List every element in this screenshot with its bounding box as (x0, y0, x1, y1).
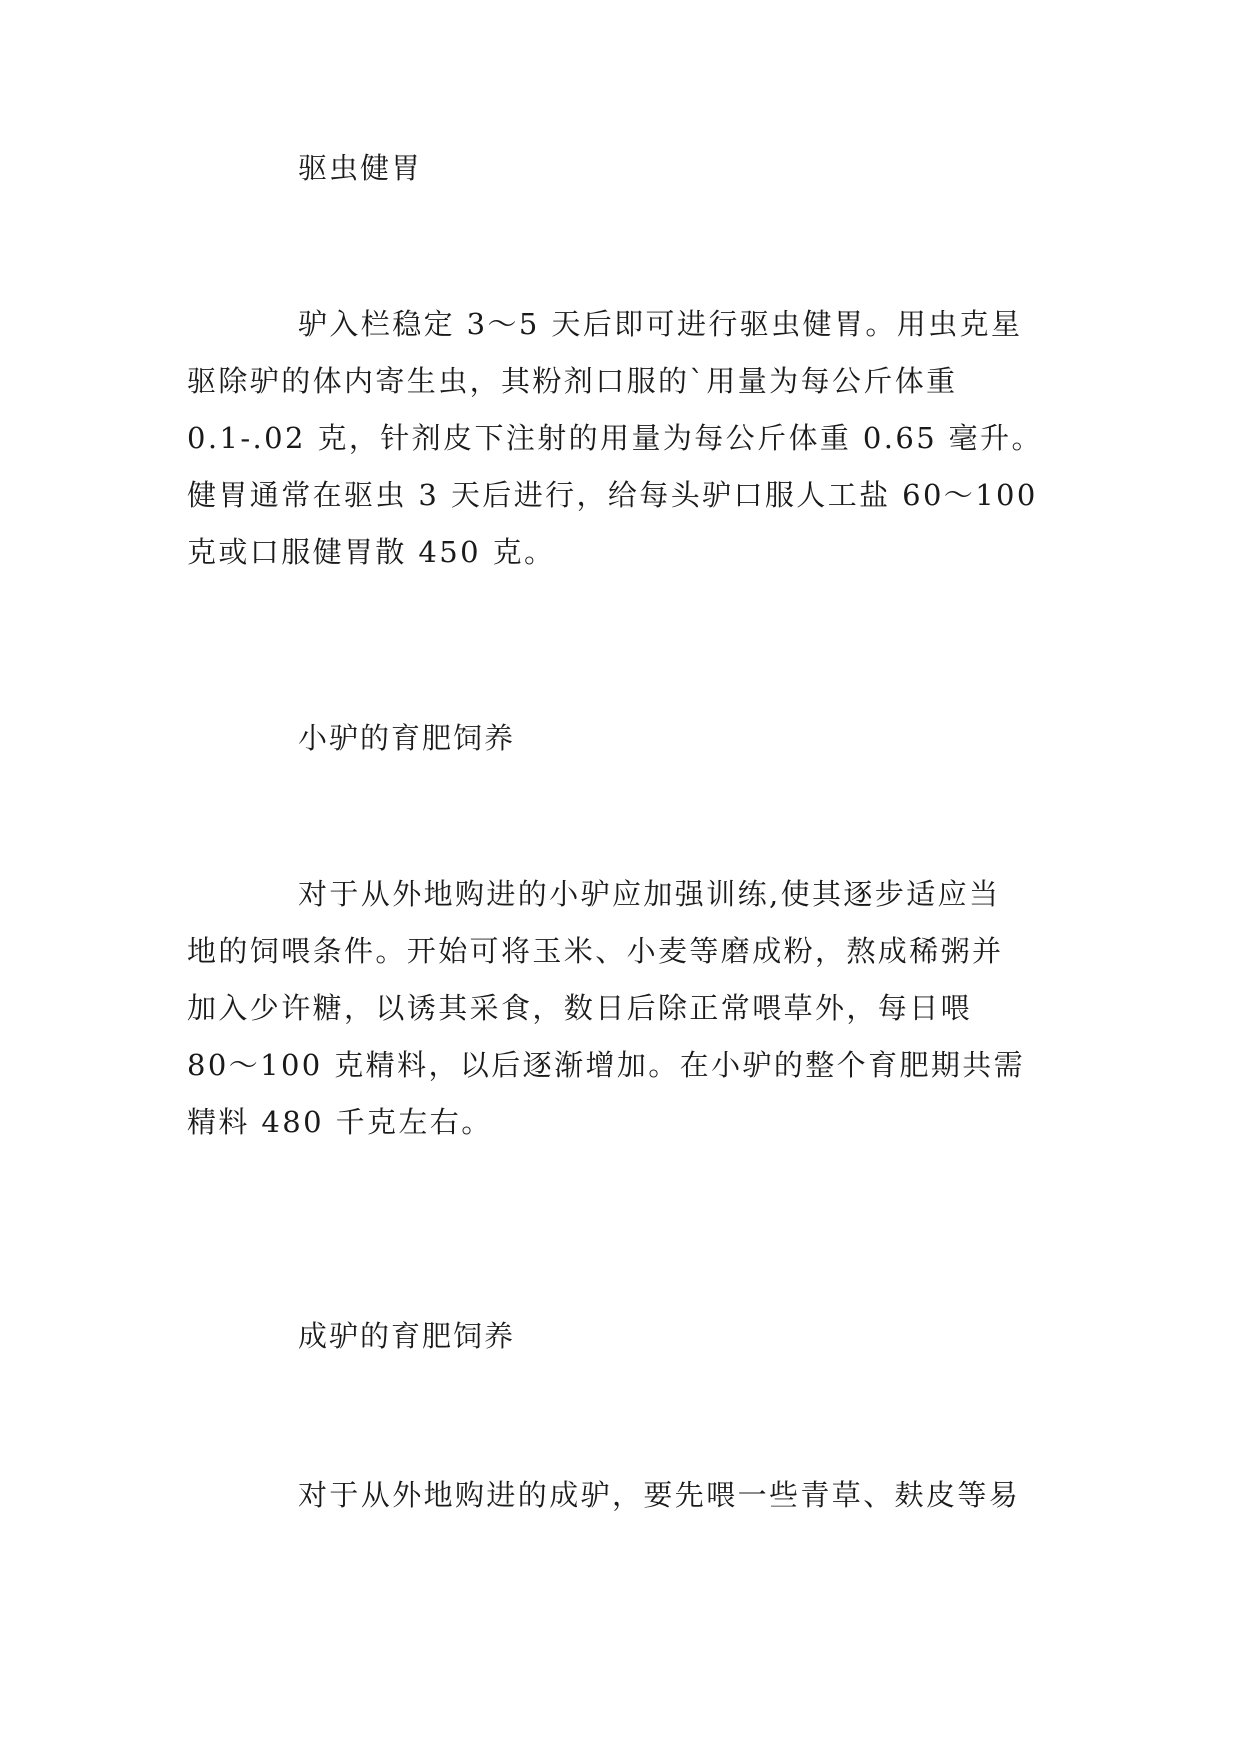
section-paragraph-young-donkey (187, 866, 1067, 1151)
paragraph-line: 对于从外地购进的成驴，要先喂一些青草、麸皮等易 (298, 1478, 1021, 1512)
paragraph-line: 对于从外地购进的小驴应加强训练,使其逐步适应当 (298, 877, 1001, 911)
section-paragraph-deworming (187, 296, 1067, 581)
section-paragraph-adult-donkey (187, 1467, 1067, 1524)
paragraph-line: 克或口服健胃散 450 克。 (187, 535, 556, 569)
paragraph-line: 0.1-.02 克，针剂皮下注射的用量为每公斤体重 0.65 毫升。 (187, 421, 1043, 455)
paragraph-line: 80～100 克精料，以后逐渐增加。在小驴的整个育肥期共需 (187, 1048, 1026, 1082)
section-heading-young-donkey: 小驴的育肥饲养 (298, 721, 516, 755)
section-heading-adult-donkey: 成驴的育肥饲养 (298, 1319, 516, 1353)
paragraph-line: 地的饲喂条件。开始可将玉米、小麦等磨成粉，熬成稀粥并 (187, 934, 1004, 968)
paragraph-line: 驱除驴的体内寄生虫，其粉剂口服的`用量为每公斤体重 (187, 364, 958, 398)
section-heading-deworming: 驱虫健胃 (298, 151, 423, 185)
paragraph-line: 加入少许糖，以诱其采食，数日后除正常喂草外，每日喂 (187, 991, 973, 1025)
paragraph-line: 驴入栏稳定 3～5 天后即可进行驱虫健胃。用虫克星 (298, 307, 1023, 341)
paragraph-line: 精料 480 千克左右。 (187, 1105, 493, 1139)
paragraph-line: 健胃通常在驱虫 3 天后进行，给每头驴口服人工盐 60～100 (187, 478, 1038, 512)
